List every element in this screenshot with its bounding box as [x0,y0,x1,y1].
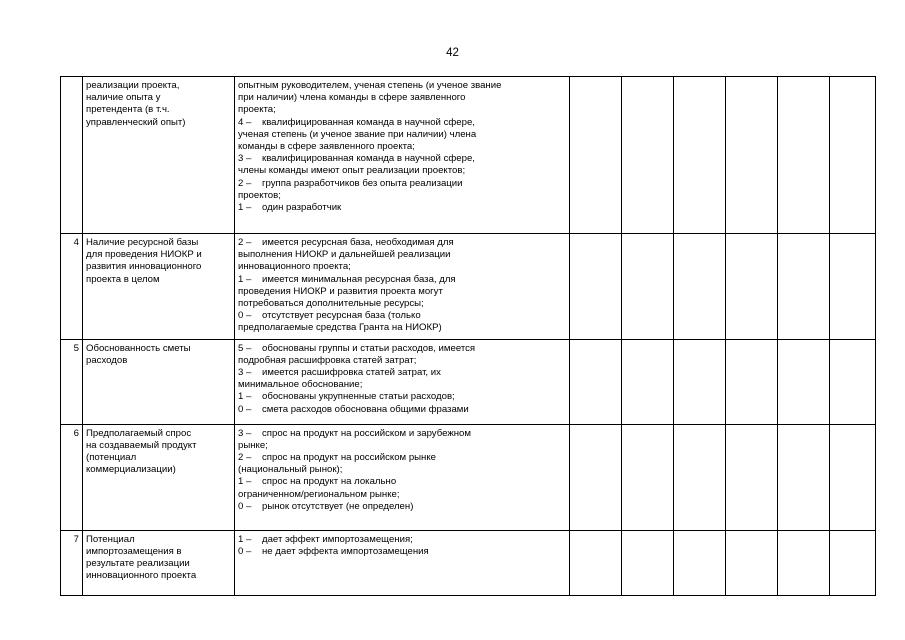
description-line [238,80,566,92]
score-value: 1 – [238,273,252,285]
table-row [61,530,876,595]
row-number: 6 [61,424,83,530]
description-text: спрос на продукт на российском и зарубежном [262,427,471,439]
criterion-cell [83,530,235,595]
evaluation-table [60,76,876,596]
expert-score-cell [570,234,622,340]
description-line [238,489,566,501]
expert-score-cell [726,77,778,234]
description-line [238,298,566,310]
description-text: проектов; [238,189,281,201]
description-text: отсутствует ресурсная база (только [262,310,421,322]
expert-score-cell [674,530,726,595]
description-line [238,428,566,440]
description-line [238,237,566,249]
expert-score-cell [778,424,830,530]
description-text: не дает эффекта импортозамещения [262,545,429,557]
scoring-description-cell [235,339,570,424]
description-text: при наличии) члена команды в сфере заявленного [238,92,466,104]
description-text: рынке; [238,439,268,451]
score-value: 4 – [238,116,252,128]
table-row [61,424,876,530]
description-line [238,261,566,273]
description-line [238,379,566,391]
description-line [238,501,566,513]
description-line [238,476,566,488]
criterion-line: расходов [86,354,128,366]
expert-score-cell [726,530,778,595]
scoring-description-cell [235,234,570,340]
description-line [238,534,566,546]
expert-score-cell [622,424,674,530]
description-text: проведения НИОКР и развития проекта могут [238,285,443,297]
scoring-description-cell [235,77,570,234]
expert-score-cell [622,234,674,340]
criterion-line: результате реализации [86,558,190,570]
criterion-cell [83,339,235,424]
criterion-cell [83,424,235,530]
criterion-line: импортозамещения в [86,545,182,557]
description-text: обоснованы группы и статьи расходов, имеется [262,342,476,354]
description-text: предполагаемые средства Гранта на НИОКР) [238,322,442,334]
criterion-line: наличие опыта у [86,92,161,104]
description-line [238,286,566,298]
criterion-line: коммерциализации) [86,464,176,476]
criterion-line: Потенциал [86,533,135,545]
description-line [238,452,566,464]
expert-score-cell [830,77,876,234]
expert-score-cell [726,234,778,340]
row-number: 5 [61,339,83,424]
page-number: 42 [446,47,459,59]
description-line [238,190,566,202]
description-line [238,117,566,129]
expert-score-cell [674,77,726,234]
description-text: проекта; [238,104,276,116]
description-line [238,310,566,322]
description-text: опытным руководителем, ученая степень (и ученое звание [238,80,502,91]
table-row [61,339,876,424]
expert-score-cell [622,530,674,595]
expert-score-cell [570,339,622,424]
score-value: 1 – [238,533,252,545]
expert-score-cell [726,339,778,424]
expert-score-cell [778,77,830,234]
expert-score-cell [674,339,726,424]
criterion-line: на создаваемый продукт [86,439,197,451]
description-line [238,440,566,452]
criterion-line: (потенциал [86,452,137,464]
description-line [238,104,566,116]
criterion-line: для проведения НИОКР и [86,249,202,261]
scoring-description-cell [235,530,570,595]
score-value: 1 – [238,391,252,403]
score-value: 0 – [238,310,252,322]
score-value: 2 – [238,177,252,189]
expert-score-cell [726,424,778,530]
row-number [61,77,83,234]
score-value: 3 – [238,427,252,439]
description-text: спрос на продукт на российском рынке [262,452,436,464]
table-row [61,77,876,234]
score-value: 0 – [238,403,252,415]
description-text: квалифицированная команда в научной сфере, [262,116,475,128]
expert-score-cell [778,234,830,340]
description-text: спрос на продукт на локально [262,476,397,488]
description-text: обоснованы укрупненные статьи расходов; [262,391,455,403]
expert-score-cell [830,234,876,340]
criterion-cell [83,234,235,340]
table-row [61,234,876,340]
description-text: члены команды имеют опыт реализации проектов; [238,165,466,177]
description-text: потребоваться дополнительные ресурсы; [238,298,424,310]
description-text: один разработчик [262,202,342,214]
score-value: 2 – [238,452,252,464]
description-line [238,129,566,141]
description-line [238,343,566,355]
description-text: команды в сфере заявленного проекта; [238,141,415,153]
criterion-line: развития инновационного [86,261,202,273]
description-line [238,391,566,403]
expert-score-cell [570,530,622,595]
criterion-line: претендента (в т.ч. [86,104,170,116]
description-text: ограниченном/региональном рынке; [238,488,400,500]
expert-score-cell [570,77,622,234]
description-text: (национальный рынок); [238,464,343,476]
expert-score-cell [830,530,876,595]
description-text: смета расходов обоснована общими фразами [262,403,469,415]
criterion-line: Предполагаемый спрос [86,427,192,439]
description-text: имеется расшифровка статей затрат, их [262,367,441,379]
description-line [238,367,566,379]
description-line [238,178,566,190]
expert-score-cell [830,424,876,530]
description-line [238,141,566,153]
description-line [238,202,566,214]
criterion-line: управленческий опыт) [86,116,186,128]
description-line [238,249,566,261]
score-value: 1 – [238,202,252,214]
score-value: 3 – [238,367,252,379]
description-line [238,274,566,286]
expert-score-cell [830,339,876,424]
description-text: ученая степень (и ученое звание при наличии) члена [238,128,477,140]
description-line [238,464,566,476]
score-value: 0 – [238,545,252,557]
description-text: минимальное обоснование; [238,379,363,391]
score-value: 3 – [238,153,252,165]
description-text: инновационного проекта; [238,261,351,273]
score-value: 1 – [238,476,252,488]
criterion-line: реализации проекта, [86,80,180,91]
expert-score-cell [674,424,726,530]
description-line [238,404,566,416]
criterion-cell [83,77,235,234]
expert-score-cell [622,77,674,234]
description-text: подробная расшифровка статей затрат; [238,354,417,366]
row-number: 4 [61,234,83,340]
criterion-line: Обоснованность сметы [86,342,191,354]
expert-score-cell [622,339,674,424]
score-value: 2 – [238,237,252,248]
description-text: дает эффект импортозамещения; [262,533,413,545]
description-line [238,546,566,558]
description-text: рынок отсутствует (не определен) [262,500,414,512]
score-value: 5 – [238,342,252,354]
description-line [238,355,566,367]
description-text: квалифицированная команда в научной сфере, [262,153,475,165]
criterion-line: инновационного проекта [86,570,197,582]
expert-score-cell [570,424,622,530]
description-text: группа разработчиков без опыта реализации [262,177,463,189]
score-value: 0 – [238,500,252,512]
criterion-line: проекта в целом [86,273,160,285]
description-line [238,153,566,165]
scoring-description-cell [235,424,570,530]
row-number: 7 [61,530,83,595]
description-text: имеется ресурсная база, необходимая для [262,237,454,248]
description-line [238,322,566,334]
expert-score-cell [778,530,830,595]
description-text: выполнения НИОКР и дальнейшей реализации [238,249,451,261]
description-line [238,165,566,177]
expert-score-cell [778,339,830,424]
description-text: имеется минимальная ресурсная база, для [262,273,456,285]
description-line [238,92,566,104]
expert-score-cell [674,234,726,340]
criterion-line: Наличие ресурсной базы [86,237,199,248]
